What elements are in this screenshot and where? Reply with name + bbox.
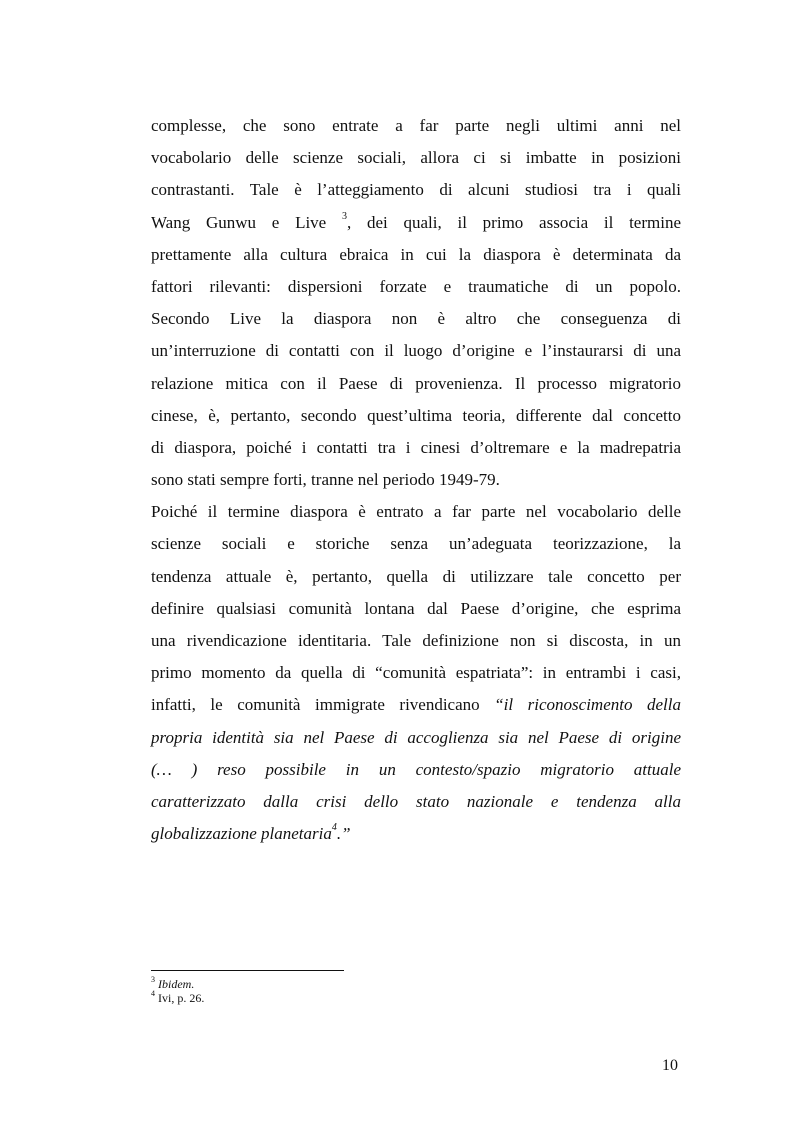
- text-line: di diaspora, poiché i contatti tra i cinesi d’oltremare e la madrepatria: [151, 437, 681, 457]
- text-line: una rivendicazione identitaria. Tale definizione non si discosta, in un: [151, 631, 681, 650]
- footnote-ref-4[interactable]: 4: [331, 822, 337, 834]
- quote-fragment: globalizzazione planetaria: [151, 824, 332, 844]
- text-line: contrastanti. Tale è l’atteggiamento di alcuni studiosi tra i quali: [151, 180, 681, 200]
- text-line: [151, 689, 681, 721]
- text-line: Secondo Live la diaspora non è altro che conseguenza di: [151, 309, 681, 329]
- text-line: tendenza attuale è, pertanto, quella di utilizzare tale concetto per: [151, 566, 681, 586]
- text-line: vocabolario delle scienze sociali, allora ci si imbatte in posizioni: [151, 148, 681, 168]
- text-line: definire qualsiasi comunità lontana dal Paese d’origine, che esprima: [151, 598, 681, 618]
- quote-fragment: .”: [336, 824, 351, 844]
- quote-line: (… ) reso possibile in un contesto/spazio migratorio attuale: [151, 759, 681, 779]
- footnote-separator: [151, 970, 344, 971]
- footnotes: [151, 977, 204, 1005]
- page-number: 10: [662, 1057, 678, 1074]
- body-text: [151, 110, 681, 850]
- footnote-number: 4: [151, 989, 155, 998]
- quote-line: caratterizzato dalla crisi dello stato nazionale e tendenza alla: [151, 791, 681, 811]
- quote-line: propria identità sia nel Paese di accoglienza sia nel Paese di origine: [151, 727, 681, 747]
- quote-line: [151, 818, 681, 850]
- footnote-4: [151, 991, 204, 1005]
- text-line: complesse, che sono entrate a far parte negli ultimi anni nel: [151, 116, 681, 135]
- text-fragment: infatti, le comunità immigrate rivendicano: [151, 695, 495, 715]
- footnote-ref-3[interactable]: 3: [341, 210, 347, 222]
- footnote-number: 3: [151, 975, 155, 984]
- text-line: prettamente alla cultura ebraica in cui la diaspora è determinata da: [151, 244, 681, 264]
- footnote-3: [151, 977, 204, 991]
- text-line: [151, 207, 681, 239]
- text-line: fattori rilevanti: dispersioni forzate e traumatiche di un popolo.: [151, 276, 681, 296]
- text-fragment: Wang Gunwu e Live: [151, 212, 327, 232]
- footnote-text: Ibidem.: [158, 977, 195, 991]
- text-fragment: , dei quali, il primo associa il termine: [346, 212, 681, 232]
- text-line: cinese, è, pertanto, secondo quest’ultima teoria, differente dal concetto: [151, 405, 681, 425]
- text-line: un’interruzione di contatti con il luogo d’origine e l’instaurarsi di una: [151, 341, 681, 361]
- text-line: Poiché il termine diaspora è entrato a far parte nel vocabolario delle: [151, 502, 681, 522]
- text-line: relazione mitica con il Paese di provenienza. Il processo migratorio: [151, 373, 681, 393]
- text-line: primo momento da quella di “comunità espatriata”: in entrambi i casi,: [151, 663, 681, 683]
- footnote-text: Ivi, p. 26.: [158, 991, 205, 1005]
- quote-fragment: “il riconoscimento della: [494, 695, 681, 715]
- text-line: sono stati sempre forti, tranne nel periodo 1949-79.: [151, 470, 500, 490]
- text-line: scienze sociali e storiche senza un’adeguata teorizzazione, la: [151, 534, 681, 554]
